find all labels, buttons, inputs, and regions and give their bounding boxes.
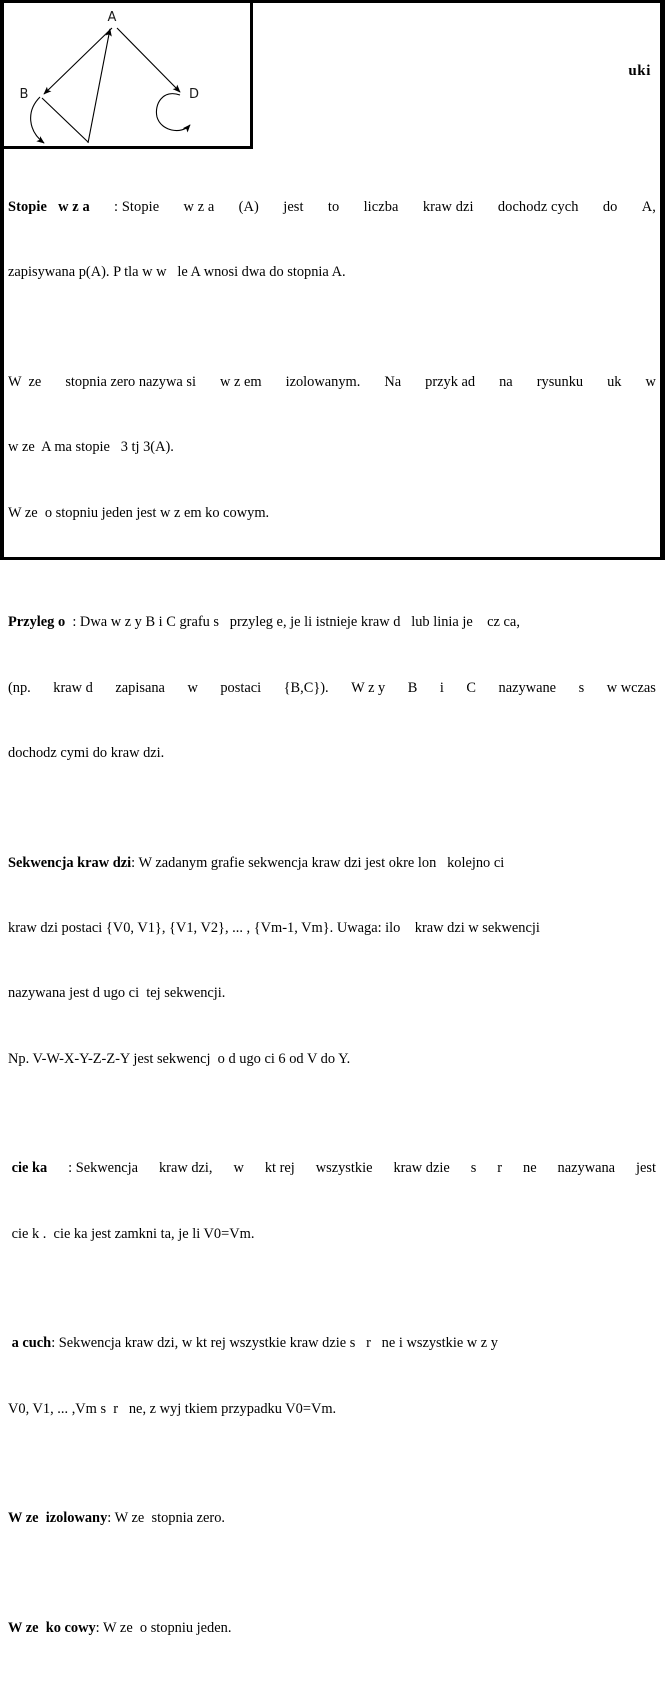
line-sekw-3: nazywana jest d ugo ci tej sekwencji.	[8, 985, 226, 1002]
term-wezel-izolowany: W ze izolowany	[8, 1510, 108, 1527]
line-izol-1	[8, 372, 656, 393]
line-seg: W ze	[8, 374, 42, 391]
line-seg: dochodz cych	[497, 199, 579, 216]
line-seg: przyk ad	[425, 374, 476, 391]
line-seg: kraw dzi,	[158, 1160, 213, 1177]
line-seg: s	[578, 679, 585, 696]
line-seg: jest	[636, 1160, 656, 1177]
paragraph-wezel-izolowany	[8, 1464, 656, 1573]
line-seg: (np.	[8, 679, 31, 696]
line-seg: rysunku	[536, 374, 584, 391]
line-seg: W z y	[351, 679, 386, 696]
line-seg: jest	[283, 199, 304, 216]
node-label-b: B	[19, 87, 29, 102]
edge-b-curved-to-e	[31, 97, 44, 143]
line-seg: : W zadanym grafie sekwencja kraw dzi jest okre lon kolejno ci	[131, 854, 505, 871]
line-stopien-1	[8, 197, 656, 218]
line-seg: : Dwa w z y B i C grafu s przyleg e, je li istnieje kraw d lub linia je cz ca,	[65, 614, 520, 631]
line-seg: : Stopie	[114, 199, 160, 216]
edge-a-to-b	[44, 28, 112, 94]
term-wezel-koncowy: W ze ko cowy	[8, 1620, 96, 1637]
line-seg: w	[233, 1160, 244, 1177]
line-seg: s	[470, 1160, 477, 1177]
line-seg: w	[645, 374, 656, 391]
line-izol-3: W ze o stopniu jeden jest w z em ko cowym.	[8, 504, 270, 521]
line-sciezka-2: cie k . cie ka jest zamkni ta, je li V0=Vm.	[8, 1225, 255, 1242]
line-seg: : Sekwencja	[68, 1160, 139, 1177]
line-wezel-konc	[8, 1618, 656, 1639]
line-seg: kraw d	[53, 679, 93, 696]
paragraph-sekwencja	[8, 809, 656, 1114]
node-label-a: A	[107, 10, 117, 25]
line-sekw-2: kraw dzi postaci {V0, V1}, {V1, V2}, ... , {Vm-1, Vm}. Uwaga: ilo kraw dzi w sekwencji	[8, 920, 540, 936]
line-seg: stopnia zero nazywa si	[65, 374, 196, 391]
line-seg: : Sekwencja kraw dzi, w kt rej wszystkie kraw dzie s r ne i wszystkie w z y	[51, 1335, 498, 1352]
line-sekw-1	[8, 853, 656, 874]
line-seg: do	[602, 199, 618, 216]
line-przyl-1	[8, 612, 656, 633]
line-izol-2: w ze A ma stopie 3 tj 3(A).	[8, 439, 174, 456]
line-seg: ne	[523, 1160, 537, 1177]
line-seg: B	[407, 679, 418, 696]
line-seg: w	[187, 679, 198, 696]
line-seg: C	[466, 679, 477, 696]
line-seg: : W ze stopnia zero.	[107, 1510, 226, 1527]
edge-a-to-d	[117, 28, 180, 92]
line-seg: kt rej	[264, 1160, 295, 1177]
line-sciezka-1	[8, 1158, 656, 1179]
line-seg: wszystkie	[315, 1160, 373, 1177]
line-seg: na	[499, 374, 513, 391]
line-seg: zapisana	[115, 679, 165, 696]
line-stopien-2: zapisywana p(A). P tla w w le A wnosi dwa do stopnia A.	[8, 264, 346, 281]
line-wezel-izol	[8, 1508, 656, 1529]
line-seg: i	[439, 679, 444, 696]
line-seg: kraw dzi	[422, 199, 474, 216]
line-seg: izolowanym.	[285, 374, 361, 391]
directed-graph-figure	[4, 3, 250, 146]
line-seg: uk	[607, 374, 622, 391]
line-lancuch-1	[8, 1333, 656, 1354]
paragraph-sciezka	[8, 1114, 656, 1289]
line-seg: Na	[384, 374, 402, 391]
line-seg: postaci	[220, 679, 262, 696]
line-seg: w wczas	[606, 679, 656, 696]
line-seg: (A)	[238, 199, 259, 216]
line-seg: w z a	[183, 199, 215, 216]
edge-b-to-e	[42, 98, 88, 142]
term-przyleglosc: Przyleg o	[8, 614, 66, 631]
node-label-d: D	[188, 87, 200, 102]
line-seg: nazywane	[498, 679, 557, 696]
graph-diagram-panel	[4, 3, 253, 149]
line-seg: nazywana	[557, 1160, 616, 1177]
body-text	[4, 149, 660, 1684]
line-seg: kraw dzie	[393, 1160, 450, 1177]
edge-d-self-loop	[156, 94, 190, 131]
term-sciezka: cie ka	[8, 1160, 48, 1177]
line-sekw-4: Np. V-W-X-Y-Z-Z-Y jest sekwencj o d ugo ci 6 od V do Y.	[8, 1050, 351, 1067]
term-sekwencja: Sekwencja kraw dzi	[8, 854, 132, 871]
page-title: uki	[628, 63, 651, 79]
term-stopien: Stopie w z a	[8, 199, 90, 216]
line-seg: to	[327, 199, 340, 216]
line-lancuch-2: V0, V1, ... ,Vm s r ne, z wyj tkiem przypadku V0=Vm.	[8, 1400, 337, 1417]
paragraph-wezel-stopnia-zero	[8, 328, 656, 568]
paragraph-przyleglosc	[8, 568, 656, 808]
line-seg: : W ze o stopniu jeden.	[95, 1620, 232, 1637]
line-seg: liczba	[363, 199, 399, 216]
line-seg: {B,C}).	[283, 679, 329, 696]
paragraph-wezel-koncowy	[8, 1574, 656, 1683]
line-seg: r	[497, 1160, 503, 1177]
line-przyl-2	[8, 678, 656, 699]
line-przyl-3: dochodz cymi do kraw dzi.	[8, 744, 165, 761]
paragraph-lancuch	[8, 1289, 656, 1464]
term-lancuch: a cuch	[8, 1335, 52, 1352]
line-seg: w z em	[220, 374, 262, 391]
line-seg: A,	[641, 199, 656, 216]
edge-e-to-a	[88, 29, 110, 143]
paragraph-stopien	[8, 153, 656, 328]
